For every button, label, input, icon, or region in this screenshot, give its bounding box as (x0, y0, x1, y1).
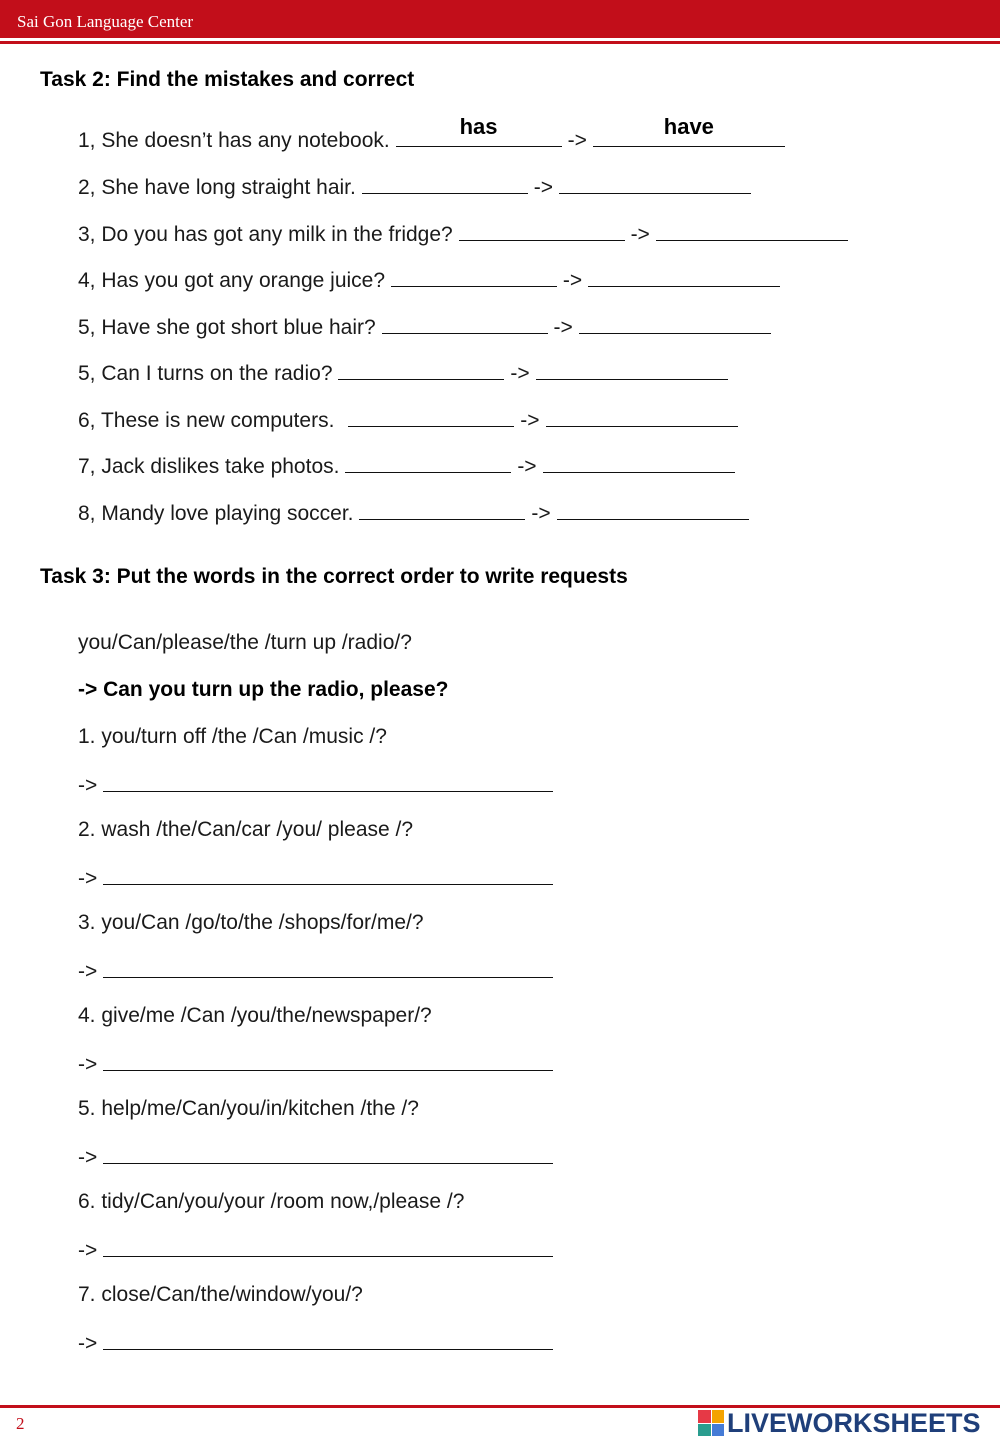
answer-field[interactable] (103, 1236, 553, 1257)
answer-field[interactable] (103, 1329, 553, 1350)
mistake-field[interactable] (396, 114, 562, 147)
example-answer: -> Can you turn up the radio, please? (78, 678, 449, 701)
task3-prompt: 5. help/me/Can/you/in/kitchen /the /? (78, 1097, 419, 1120)
arrow: -> (630, 223, 650, 246)
correction-field[interactable] (557, 499, 749, 520)
task2-heading: Task 2: Find the mistakes and correct (40, 68, 415, 91)
header-title: Sai Gon Language Center (17, 12, 194, 31)
mistake-field[interactable] (359, 499, 525, 520)
task2-item (78, 173, 751, 200)
task2-item (78, 452, 735, 479)
mistake-field[interactable] (345, 452, 511, 473)
mistake-field[interactable] (459, 220, 625, 241)
task3-prompt: 6. tidy/Can/you/your /room now,/please /? (78, 1190, 465, 1213)
answer-field[interactable] (103, 771, 553, 792)
task2-item-text: 5, Can I turns on the radio? (78, 362, 333, 385)
mistake-field[interactable] (382, 313, 548, 334)
task3-answer-row (78, 1050, 553, 1077)
liveworksheets-logo-icon (698, 1410, 724, 1436)
task2-item (78, 313, 771, 340)
correction-field[interactable] (536, 359, 728, 380)
arrow: -> (78, 867, 98, 890)
arrow: -> (531, 502, 551, 525)
task2-item (78, 220, 848, 247)
answer-field[interactable] (103, 1050, 553, 1071)
task3-answer-row (78, 771, 553, 798)
task3-answer-row (78, 957, 553, 984)
header-divider (0, 41, 1000, 44)
correction-field[interactable] (579, 313, 771, 334)
page-number: 2 (16, 1414, 25, 1433)
arrow: -> (520, 409, 540, 432)
answer-field[interactable] (103, 1143, 553, 1164)
task3-answer-row (78, 864, 553, 891)
task2-item (78, 266, 780, 293)
task2-item-text: 5, Have she got short blue hair? (78, 316, 376, 339)
task2-item (78, 499, 749, 526)
task2-item-text: 2, She have long straight hair. (78, 176, 356, 199)
task3-answer-row (78, 1329, 553, 1356)
task3-prompt: 3. you/Can /go/to/the /shops/for/me/? (78, 911, 424, 934)
task3-answer-row (78, 1143, 553, 1170)
correction-field[interactable] (588, 266, 780, 287)
task2-item-text: 8, Mandy love playing soccer. (78, 502, 354, 525)
task2-item-text: 1, She doesn’t has any notebook. (78, 129, 390, 152)
arrow: -> (78, 1332, 98, 1355)
example-prompt: you/Can/please/the /turn up /radio/? (78, 631, 412, 654)
arrow: -> (78, 774, 98, 797)
correction-field[interactable] (559, 173, 751, 194)
arrow: -> (78, 1053, 98, 1076)
brand-name: LIVEWORKSHEETS (727, 1407, 981, 1438)
task3-prompt: 2. wash /the/Can/car /you/ please /? (78, 818, 414, 841)
brand-logo[interactable] (698, 1408, 981, 1438)
arrow: -> (78, 960, 98, 983)
arrow: -> (517, 455, 537, 478)
answer-field[interactable] (103, 864, 553, 885)
task3-prompt: 4. give/me /Can /you/the/newspaper/? (78, 1004, 432, 1027)
arrow: -> (553, 316, 573, 339)
mistake-field[interactable] (391, 266, 557, 287)
correction-field[interactable] (656, 220, 848, 241)
task2-item (78, 114, 785, 153)
mistake-field[interactable] (348, 406, 514, 427)
mistake-field[interactable] (362, 173, 528, 194)
arrow: -> (510, 362, 530, 385)
task3-prompt: 7. close/Can/the/window/you/? (78, 1283, 363, 1306)
correction-answer: have (663, 114, 714, 139)
task2-item-text: 4, Has you got any orange juice? (78, 269, 386, 292)
task3-heading: Task 3: Put the words in the correct order to write requests (40, 565, 628, 588)
arrow: -> (562, 269, 583, 292)
correction-field[interactable] (546, 406, 738, 427)
arrow: -> (78, 1146, 98, 1169)
task2-item-text: 7, Jack dislikes take photos. (78, 455, 340, 478)
answer-field[interactable] (103, 957, 553, 978)
arrow: -> (78, 1239, 98, 1262)
task2-item-text: 3, Do you has got any milk in the fridge? (78, 223, 453, 246)
correction-field[interactable] (543, 452, 735, 473)
mistake-answer: has (459, 114, 498, 139)
task3-prompt: 1. you/turn off /the /Can /music /? (78, 725, 387, 748)
arrow: -> (533, 176, 553, 199)
task3-answer-row (78, 1236, 553, 1263)
arrow: -> (567, 129, 587, 152)
task2-item (78, 359, 728, 386)
mistake-field[interactable] (338, 359, 504, 380)
correction-field[interactable] (593, 114, 785, 147)
task2-item-text: 6, These is new computers. (78, 409, 335, 432)
task2-item (78, 406, 738, 433)
